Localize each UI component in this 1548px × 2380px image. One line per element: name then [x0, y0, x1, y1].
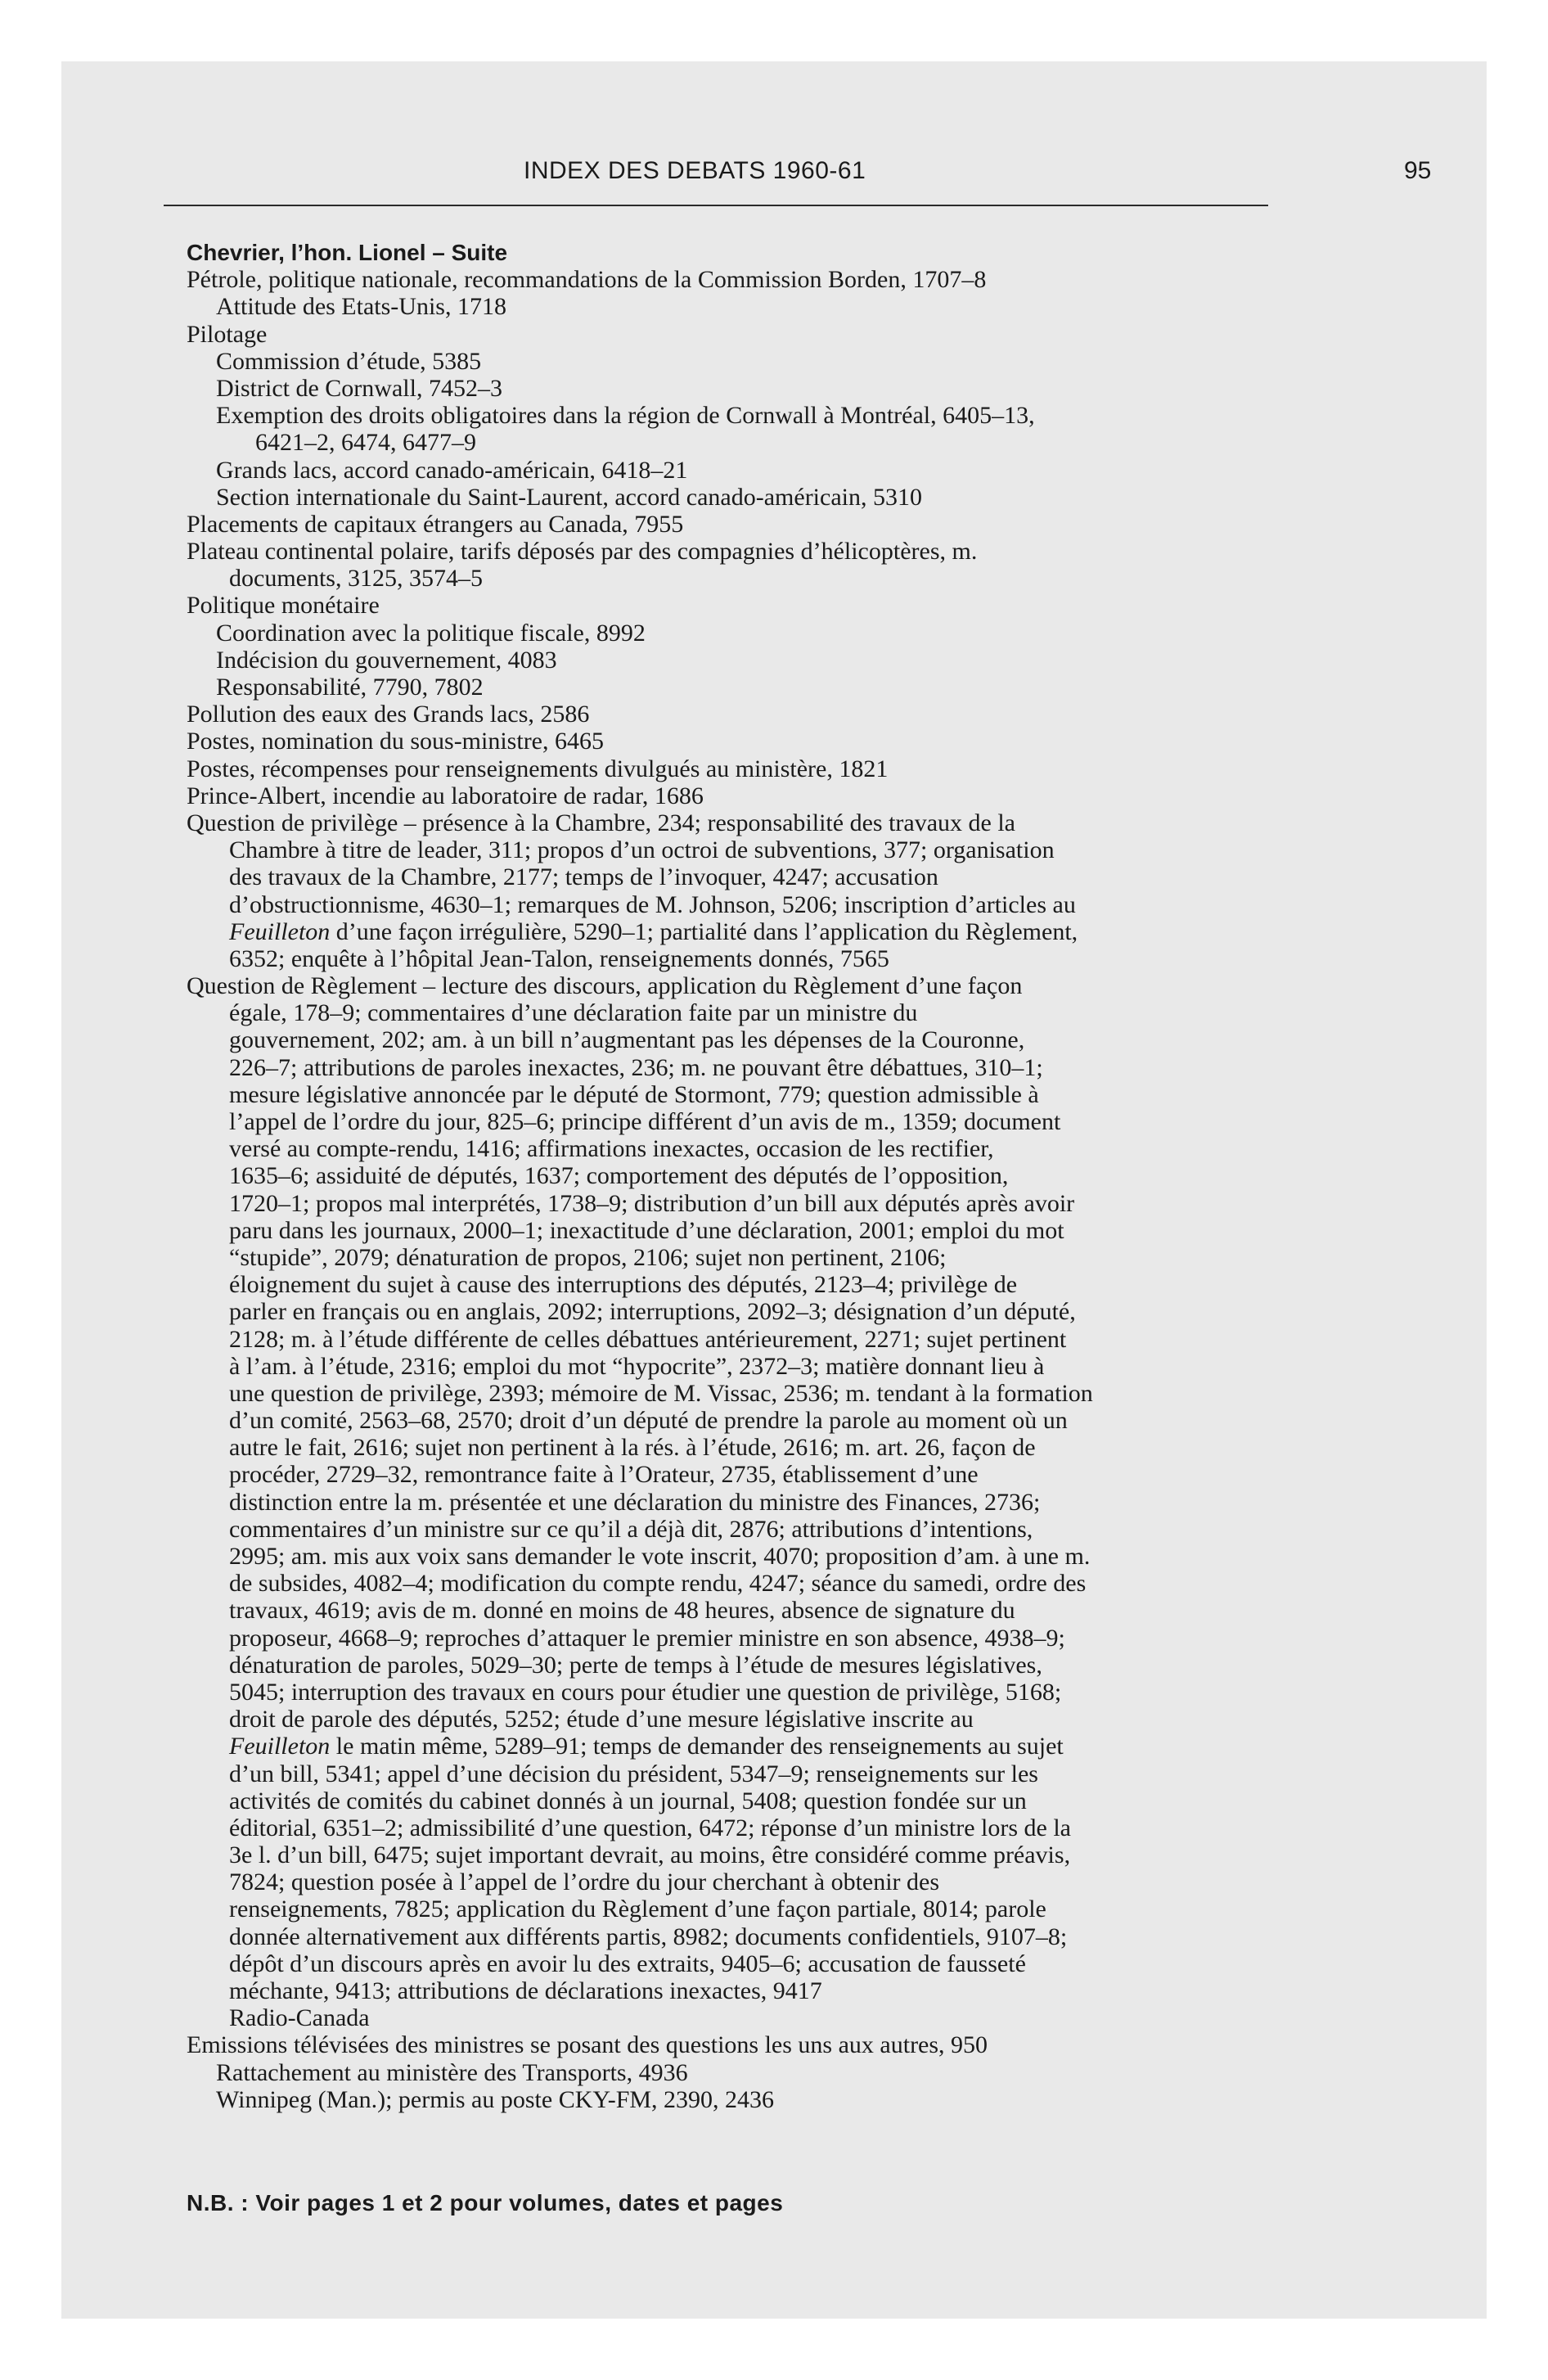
italic-word: Feuilleton [229, 917, 331, 945]
index-line: Indécision du gouvernement, 4083 [216, 646, 557, 674]
index-line: de subsides, 4082–4; modification du compte rendu, 4247; séance du samedi, ordre des [229, 1570, 1087, 1598]
index-line: d’obstructionnisme, 4630–1; remarques de M. Johnson, 5206; inscription d’articles au [229, 890, 1076, 918]
index-line: Commission d’étude, 5385 [216, 347, 482, 375]
index-line: parler en français ou en anglais, 2092; interruptions, 2092–3; désignation d’un député, [229, 1298, 1076, 1326]
index-line: une question de privilège, 2393; mémoire de M. Vissac, 2536; m. tendant à la formation [229, 1379, 1093, 1407]
index-line: à l’am. à l’étude, 2316; emploi du mot “hypocrite”, 2372–3; matière donnant lieu à [229, 1352, 1045, 1380]
index-line: Politique monétaire [187, 592, 380, 620]
index-line: l’appel de l’ordre du jour, 825–6; principe différent d’un avis de m., 1359; document [229, 1108, 1061, 1135]
index-line: Feuilleton le matin même, 5289–91; temps de demander des renseignements au sujet [229, 1733, 1064, 1760]
index-line: autre le fait, 2616; sujet non pertinent à la rés. à l’étude, 2616; m. art. 26, façon de [229, 1434, 1036, 1462]
index-line: 5045; interruption des travaux en cours pour étudier une question de privilège, 5168; [229, 1678, 1062, 1706]
index-line: Postes, nomination du sous-ministre, 6465 [187, 728, 604, 755]
index-line: d’un comité, 2563–68, 2570; droit d’un député de prendre la parole au moment où un [229, 1407, 1068, 1435]
italic-word: Feuilleton [229, 1733, 331, 1760]
index-line: Pollution des eaux des Grands lacs, 2586 [187, 701, 590, 728]
index-line: 3e l. d’un bill, 6475; sujet important devrait, au moins, être considéré comme préavis, [229, 1841, 1071, 1869]
index-line: District de Cornwall, 7452–3 [216, 374, 502, 402]
index-line: activités de comités du cabinet donnés à un journal, 5408; question fondée sur un [229, 1787, 1027, 1814]
index-line: éditorial, 6351–2; admissibilité d’une question, 6472; réponse d’un ministre lors de la [229, 1814, 1071, 1841]
index-line: dénaturation de paroles, 5029–30; perte de temps à l’étude de mesures législatives, [229, 1651, 1042, 1679]
index-line: commentaires d’un ministre sur ce qu’il a déjà dit, 2876; attributions d’intentions, [229, 1515, 1033, 1543]
index-line: Attitude des Etats-Unis, 1718 [216, 293, 506, 321]
index-line: donnée alternativement aux différents partis, 8982; documents confidentiels, 9107–8; [229, 1922, 1068, 1950]
page-header [164, 88, 1432, 184]
index-line: travaux, 4619; avis de m. donné en moins de 48 heures, absence de signature du [229, 1597, 1015, 1625]
index-line: 2995; am. mis aux voix sans demander le vote inscrit, 4070; proposition d’am. à une m. [229, 1543, 1091, 1570]
index-line: Winnipeg (Man.); permis au poste CKY-FM, 2390, 2436 [216, 2085, 775, 2113]
index-line: 1720–1; propos mal interprétés, 1738–9; distribution d’un bill aux députés après avoir [229, 1189, 1075, 1217]
index-line: gouvernement, 202; am. à un bill n’augmentant pas les dépenses de la Couronne, [229, 1026, 1025, 1054]
index-line: éloignement du sujet à cause des interruptions des députés, 2123–4; privilège de [229, 1271, 1018, 1299]
index-line: versé au compte-rendu, 1416; affirmations inexactes, occasion de les rectifier, [229, 1135, 994, 1163]
index-line: paru dans les journaux, 2000–1; inexactitude d’une déclaration, 2001; emploi du mot [229, 1216, 1064, 1244]
index-line: Feuilleton d’une façon irrégulière, 5290–1; partialité dans l’application du Règlement, [229, 917, 1078, 945]
index-line: Exemption des droits obligatoires dans la région de Cornwall à Montréal, 6405–13, [216, 402, 1035, 430]
index-line: Prince-Albert, incendie au laboratoire de radar, 1686 [187, 782, 704, 809]
index-line: Radio-Canada [229, 2004, 370, 2032]
index-line: égale, 178–9; commentaires d’une déclaration faite par un ministre du [229, 999, 918, 1027]
index-line: Section internationale du Saint-Laurent, accord canado-américain, 5310 [216, 483, 922, 511]
index-line: Chambre à titre de leader, 311; propos d’un octroi de subventions, 377; organisation [229, 836, 1055, 864]
entry-heading: Chevrier, l’hon. Lionel – Suite [187, 240, 508, 265]
index-line: Coordination avec la politique fiscale, 8992 [216, 619, 646, 647]
running-title: INDEX DES DEBATS 1960-61 [524, 157, 866, 184]
index-line: Responsabilité, 7790, 7802 [216, 674, 484, 701]
index-line: Grands lacs, accord canado-américain, 6418–21 [216, 456, 688, 484]
index-line: 2128; m. à l’étude différente de celles débattues antérieurement, 2271; sujet pertinent [229, 1325, 1067, 1353]
index-line: Rattachement au ministère des Transports, 4936 [216, 2058, 688, 2086]
index-line: Placements de capitaux étrangers au Canada, 7955 [187, 510, 684, 538]
index-line: d’un bill, 5341; appel d’une décision du président, 5347–9; renseignements sur les [229, 1760, 1038, 1787]
index-line: 226–7; attributions de paroles inexactes, 236; m. ne pouvant être débattues, 310–1; [229, 1053, 1043, 1081]
index-line: dépôt d’un discours après en avoir lu des extraits, 9405–6; accusation de fausseté [229, 1950, 1026, 1977]
index-line: procéder, 2729–32, remontrance faite à l’Orateur, 2735, établissement d’une [229, 1461, 979, 1489]
index-line: Plateau continental polaire, tarifs déposés par des compagnies d’hélicoptères, m. [187, 538, 978, 566]
index-line: méchante, 9413; attributions de déclarations inexactes, 9417 [229, 1977, 822, 2004]
index-line: mesure législative annoncée par le député de Stormont, 779; question admissible à [229, 1080, 1039, 1108]
index-line: 6421–2, 6474, 6477–9 [255, 429, 476, 457]
footer-note: N.B. : Voir pages 1 et 2 pour volumes, dates et pages [187, 2190, 784, 2215]
index-line: renseignements, 7825; application du Règlement d’une façon partiale, 8014; parole [229, 1895, 1046, 1923]
index-line [187, 2113, 1348, 2140]
index-line: Question de Règlement – lecture des discours, application du Règlement d’une façon [187, 972, 1023, 1000]
index-line: “stupide”, 2079; dénaturation de propos, 2106; sujet non pertinent, 2106; [229, 1243, 947, 1271]
index-line: distinction entre la m. présentée et une déclaration du ministre des Finances, 2736; [229, 1488, 1041, 1516]
page-number: 95 [1404, 157, 1432, 184]
index-line: des travaux de la Chambre, 2177; temps de l’invoquer, 4247; accusation [229, 863, 938, 891]
index-line: Postes, récompenses pour renseignements divulgués au ministère, 1821 [187, 755, 889, 782]
index-line: Question de privilège – présence à la Chambre, 234; responsabilité des travaux de la [187, 809, 1015, 836]
index-line: 1635–6; assiduité de députés, 1637; comportement des députés de l’opposition, [229, 1162, 1009, 1190]
index-line: proposeur, 4668–9; reproches d’attaquer le premier ministre en son absence, 4938–9; [229, 1624, 1065, 1652]
index-line: Emissions télévisées des ministres se posant des questions les uns aux autres, 950 [187, 2031, 988, 2059]
index-line: Pilotage [187, 320, 268, 348]
index-line: 6352; enquête à l’hôpital Jean-Talon, renseignements donnés, 7565 [229, 944, 889, 972]
index-line: droit de parole des députés, 5252; étude d’une mesure législative inscrite au [229, 1706, 974, 1733]
index-body [187, 239, 1348, 2140]
header-rule [164, 205, 1268, 206]
index-line: documents, 3125, 3574–5 [229, 565, 483, 593]
index-line: 7824; question posée à l’appel de l’ordre du jour cherchant à obtenir des [229, 1868, 940, 1896]
index-line: Pétrole, politique nationale, recommandations de la Commission Borden, 1707–8 [187, 266, 987, 294]
